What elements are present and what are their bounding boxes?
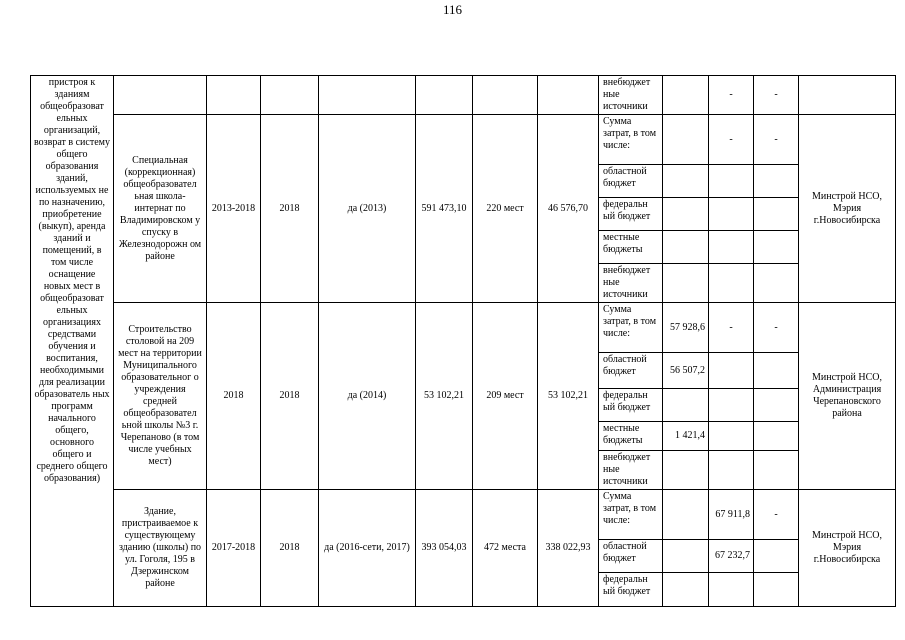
value-cell xyxy=(754,231,799,264)
project-year: 2018 xyxy=(261,490,319,607)
project-cost: 53 102,21 xyxy=(416,303,473,490)
project-name: Строительство столовой на 209 мест на территории Муниципального образовательног о учреждения средней общеобразовател ьной школы №3 г. Черепаново (в том числе учебных мест) xyxy=(114,303,207,490)
empty-cell xyxy=(799,76,896,115)
source-label: областной бюджет xyxy=(599,353,663,389)
project-cost: 591 473,10 xyxy=(416,115,473,303)
value-cell xyxy=(754,389,799,422)
project-name: Специальная (коррекционная) общеобразовател ьная школа-интернат по Владимировском у спуску в Железнодорожн ом районе xyxy=(114,115,207,303)
project-period: 2017-2018 xyxy=(207,490,261,607)
value-cell: - xyxy=(754,303,799,353)
table-row xyxy=(31,76,896,115)
project-balance: 338 022,93 xyxy=(538,490,599,607)
value-cell xyxy=(709,264,754,303)
value-cell xyxy=(709,165,754,198)
source-label: областной бюджет xyxy=(599,165,663,198)
value-cell xyxy=(663,451,709,490)
source-label: внебюджет ные источники xyxy=(599,76,663,115)
value-cell xyxy=(663,573,709,607)
value-cell: 67 911,8 xyxy=(709,490,754,540)
value-cell xyxy=(663,76,709,115)
value-cell xyxy=(663,490,709,540)
source-label: Сумма затрат, в том числе: xyxy=(599,490,663,540)
project-balance: 46 576,70 xyxy=(538,115,599,303)
source-label: Сумма затрат, в том числе: xyxy=(599,115,663,165)
value-cell xyxy=(663,540,709,573)
value-cell xyxy=(709,422,754,451)
value-cell xyxy=(754,264,799,303)
project-responsible: Минстрой НСО, Мэрия г.Новосибирска xyxy=(799,490,896,607)
direction-cell: пристроя к зданиям общеобразоват ельных организаций, возврат в систему общего образования зданий, используемых не по назначению, приобретение (выкуп), аренда зданий и помещений, в том числе оснащение новых мест в общеобразоват ельных организациях средствами обучения и воспитания, необходимыми для реализации образователь ных программ начального общего, основного общего и среднего общего образования) xyxy=(31,76,114,607)
empty-cell xyxy=(114,76,207,115)
value-cell xyxy=(709,573,754,607)
value-cell: - xyxy=(709,303,754,353)
table-row xyxy=(31,490,896,540)
value-cell xyxy=(709,231,754,264)
value-cell: - xyxy=(754,490,799,540)
empty-cell xyxy=(261,76,319,115)
value-cell: - xyxy=(754,115,799,165)
table-body xyxy=(31,76,896,607)
value-cell xyxy=(754,540,799,573)
project-period: 2013-2018 xyxy=(207,115,261,303)
project-capacity: 220 мест xyxy=(473,115,538,303)
value-cell xyxy=(754,165,799,198)
source-label: местные бюджеты xyxy=(599,422,663,451)
value-cell xyxy=(709,353,754,389)
value-cell: - xyxy=(709,76,754,115)
project-capacity: 472 места xyxy=(473,490,538,607)
project-design: да (2014) xyxy=(319,303,416,490)
source-label: Сумма затрат, в том числе: xyxy=(599,303,663,353)
value-cell xyxy=(754,353,799,389)
empty-cell xyxy=(538,76,599,115)
value-cell: 57 928,6 xyxy=(663,303,709,353)
source-label: областной бюджет xyxy=(599,540,663,573)
page-number: 116 xyxy=(442,2,463,17)
investment-table xyxy=(30,75,896,607)
value-cell xyxy=(663,231,709,264)
source-label: федеральн ый бюджет xyxy=(599,573,663,607)
source-label: федеральн ый бюджет xyxy=(599,198,663,231)
value-cell xyxy=(663,165,709,198)
project-year: 2018 xyxy=(261,303,319,490)
value-cell xyxy=(754,451,799,490)
table-row xyxy=(31,303,896,353)
source-label: местные бюджеты xyxy=(599,231,663,264)
project-balance: 53 102,21 xyxy=(538,303,599,490)
value-cell xyxy=(709,389,754,422)
value-cell xyxy=(754,422,799,451)
value-cell: 67 232,7 xyxy=(709,540,754,573)
project-name: Здание, пристраиваемое к существующему зданию (школы) по ул. Гоголя, 195 в Дзержинском районе xyxy=(114,490,207,607)
value-cell xyxy=(663,198,709,231)
project-year: 2018 xyxy=(261,115,319,303)
source-label: федеральн ый бюджет xyxy=(599,389,663,422)
value-cell: 1 421,4 xyxy=(663,422,709,451)
source-label: внебюджет ные источники xyxy=(599,451,663,490)
value-cell xyxy=(663,264,709,303)
source-label: внебюджет ные источники xyxy=(599,264,663,303)
project-design: да (2016-сети, 2017) xyxy=(319,490,416,607)
empty-cell xyxy=(473,76,538,115)
empty-cell xyxy=(207,76,261,115)
empty-cell xyxy=(416,76,473,115)
project-cost: 393 054,03 xyxy=(416,490,473,607)
value-cell xyxy=(709,451,754,490)
project-capacity: 209 мест xyxy=(473,303,538,490)
project-responsible: Минстрой НСО, Администрация Черепановского района xyxy=(799,303,896,490)
project-design: да (2013) xyxy=(319,115,416,303)
value-cell xyxy=(663,389,709,422)
value-cell xyxy=(754,198,799,231)
value-cell: 56 507,2 xyxy=(663,353,709,389)
table-row xyxy=(31,115,896,165)
value-cell xyxy=(754,573,799,607)
project-period: 2018 xyxy=(207,303,261,490)
value-cell xyxy=(663,115,709,165)
value-cell xyxy=(709,198,754,231)
empty-cell xyxy=(319,76,416,115)
value-cell: - xyxy=(754,76,799,115)
value-cell: - xyxy=(709,115,754,165)
project-responsible: Минстрой НСО, Мэрия г.Новосибирска xyxy=(799,115,896,303)
